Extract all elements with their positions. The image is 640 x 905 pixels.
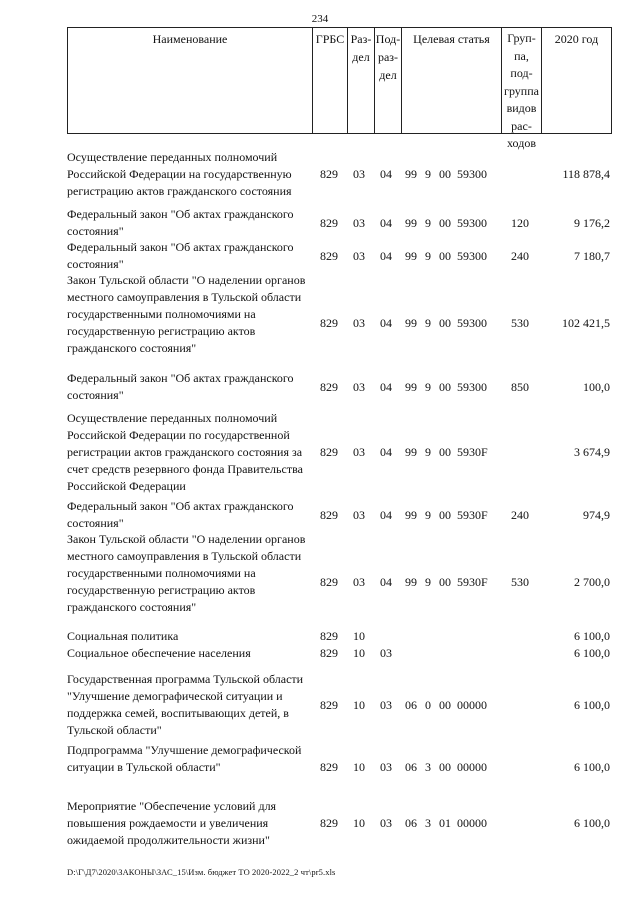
target-code-2: 3 — [425, 760, 431, 774]
row-name: Федеральный закон "Об актах гражданского состояния" — [67, 240, 294, 271]
target-code-4: 00000 — [457, 816, 487, 830]
razdel-cell: 03 — [353, 249, 365, 263]
target-code-2: 9 — [425, 167, 431, 181]
amount-cell: 6 100,0 — [574, 760, 610, 774]
page-number: 234 — [311, 13, 329, 25]
row-name: Социальная политика — [67, 629, 179, 643]
amount-cell: 7 180,7 — [574, 249, 610, 263]
expense-group-cell: 530 — [511, 316, 529, 330]
row-name: Федеральный закон "Об актах гражданского состояния" — [67, 371, 294, 402]
row-name: Осуществление переданных полномочий Российской Федерации по государственной регистрации актов гражданского состояния за счет средств резервного фонда Правительства Российской Федерации — [67, 411, 303, 493]
expense-group-cell: 530 — [511, 575, 529, 589]
grbs-cell: 829 — [320, 646, 338, 660]
target-code-3: 00 — [439, 508, 451, 522]
podrazdel-cell: 04 — [380, 316, 392, 330]
target-code-1: 99 — [405, 167, 417, 181]
razdel-cell: 03 — [353, 575, 365, 589]
target-code-4: 5930F — [457, 445, 488, 459]
amount-cell: 6 100,0 — [574, 629, 610, 643]
podrazdel-cell: 03 — [380, 698, 392, 712]
razdel-cell: 03 — [353, 167, 365, 181]
target-code-3: 00 — [439, 380, 451, 394]
podrazdel-cell: 03 — [380, 760, 392, 774]
grbs-cell: 829 — [320, 816, 338, 830]
target-code-1: 06 — [405, 760, 417, 774]
target-code-4: 00000 — [457, 760, 487, 774]
razdel-cell: 03 — [353, 508, 365, 522]
expense-group-cell: 850 — [511, 380, 529, 394]
row-name: Подпрограмма "Улучшение демографической ситуации в Тульской области" — [67, 743, 302, 774]
razdel-cell: 10 — [353, 816, 365, 830]
target-code-3: 00 — [439, 167, 451, 181]
podrazdel-cell: 04 — [380, 216, 392, 230]
amount-cell: 6 100,0 — [574, 698, 610, 712]
target-code-3: 00 — [439, 760, 451, 774]
grbs-cell: 829 — [320, 760, 338, 774]
target-code-3: 00 — [439, 316, 451, 330]
grbs-cell: 829 — [320, 316, 338, 330]
row-name: Закон Тульской области "О наделении органов местного самоуправления в Тульской области государственными полномочиями на государственную регистрацию актов гражданского состояния" — [67, 273, 306, 355]
target-code-2: 9 — [425, 508, 431, 522]
amount-cell: 2 700,0 — [574, 575, 610, 589]
target-code-3: 00 — [439, 216, 451, 230]
podrazdel-cell: 04 — [380, 167, 392, 181]
target-code-2: 9 — [425, 249, 431, 263]
expense-group-cell: 240 — [511, 249, 529, 263]
header-razdel: Раз- дел — [348, 28, 375, 133]
amount-cell: 100,0 — [583, 380, 610, 394]
razdel-cell: 10 — [353, 698, 365, 712]
podrazdel-cell: 04 — [380, 380, 392, 394]
podrazdel-cell: 04 — [380, 575, 392, 589]
razdel-cell: 10 — [353, 646, 365, 660]
amount-cell: 6 100,0 — [574, 816, 610, 830]
target-code-3: 00 — [439, 698, 451, 712]
target-code-1: 99 — [405, 508, 417, 522]
target-code-2: 9 — [425, 445, 431, 459]
target-code-3: 01 — [439, 816, 451, 830]
target-code-2: 9 — [425, 316, 431, 330]
target-code-3: 00 — [439, 249, 451, 263]
table-header — [67, 27, 612, 150]
razdel-cell: 10 — [353, 760, 365, 774]
target-code-2: 9 — [425, 380, 431, 394]
header-year: 2020 год — [554, 32, 599, 46]
target-code-2: 0 — [425, 698, 431, 712]
row-name: Осуществление переданных полномочий Российской Федерации на государственную регистрацию актов гражданского состояния — [67, 150, 292, 198]
podrazdel-cell: 03 — [380, 646, 392, 660]
amount-cell: 118 878,4 — [562, 167, 610, 181]
header-grbs: ГРБС — [313, 28, 348, 133]
header-tselevaya: Целевая статья — [402, 28, 502, 133]
target-code-4: 59300 — [457, 380, 487, 394]
target-code-4: 59300 — [457, 167, 487, 181]
podrazdel-cell: 04 — [380, 445, 392, 459]
target-code-2: 9 — [425, 216, 431, 230]
target-code-1: 06 — [405, 816, 417, 830]
razdel-cell: 03 — [353, 445, 365, 459]
grbs-cell: 829 — [320, 167, 338, 181]
expense-group-cell: 120 — [511, 216, 529, 230]
row-name: Мероприятие "Обеспечение условий для повышения рождаемости и увеличения ожидаемой продолжительности жизни" — [67, 799, 277, 847]
row-name: Социальное обеспечение населения — [67, 646, 251, 660]
row-name: Государственная программа Тульской области "Улучшение демографической ситуации и поддержка семей, воспитывающих детей, в Тульской области" — [67, 672, 304, 737]
target-code-4: 59300 — [457, 216, 487, 230]
amount-cell: 6 100,0 — [574, 646, 610, 660]
razdel-cell: 03 — [353, 216, 365, 230]
podrazdel-cell: 04 — [380, 249, 392, 263]
target-code-1: 06 — [405, 698, 417, 712]
target-code-1: 99 — [405, 445, 417, 459]
grbs-cell: 829 — [320, 380, 338, 394]
target-code-1: 99 — [405, 380, 417, 394]
target-code-4: 59300 — [457, 316, 487, 330]
file-path-footer: D:\Г\Д7\2020\ЗАКОНЫ\ЗАС_15\Изм. бюджет ТО 2020-2022_2 чт\pr5.xls — [67, 867, 336, 877]
expense-group-cell: 240 — [511, 508, 529, 522]
podrazdel-cell: 04 — [380, 508, 392, 522]
target-code-4: 5930F — [457, 508, 488, 522]
podrazdel-cell: 03 — [380, 816, 392, 830]
target-code-2: 3 — [425, 816, 431, 830]
grbs-cell: 829 — [320, 445, 338, 459]
grbs-cell: 829 — [320, 575, 338, 589]
target-code-4: 00000 — [457, 698, 487, 712]
header-gruppa: Груп- па, под- группа видов рас- ходов — [502, 28, 542, 133]
target-code-1: 99 — [405, 575, 417, 589]
row-name: Закон Тульской области "О наделении органов местного самоуправления в Тульской области государственными полномочиями на государственную регистрацию актов гражданского состояния" — [67, 532, 306, 614]
target-code-3: 00 — [439, 445, 451, 459]
grbs-cell: 829 — [320, 698, 338, 712]
header-name: Наименование — [68, 28, 313, 133]
amount-cell: 974,9 — [583, 508, 610, 522]
target-code-4: 5930F — [457, 575, 488, 589]
grbs-cell: 829 — [320, 216, 338, 230]
grbs-cell: 829 — [320, 508, 338, 522]
target-code-2: 9 — [425, 575, 431, 589]
amount-cell: 9 176,2 — [574, 216, 610, 230]
grbs-cell: 829 — [320, 249, 338, 263]
razdel-cell: 03 — [353, 316, 365, 330]
target-code-1: 99 — [405, 249, 417, 263]
target-code-1: 99 — [405, 216, 417, 230]
grbs-cell: 829 — [320, 629, 338, 643]
amount-cell: 3 674,9 — [574, 445, 610, 459]
amount-cell: 102 421,5 — [562, 316, 610, 330]
razdel-cell: 03 — [353, 380, 365, 394]
target-code-3: 00 — [439, 575, 451, 589]
target-code-4: 59300 — [457, 249, 487, 263]
razdel-cell: 10 — [353, 629, 365, 643]
row-name: Федеральный закон "Об актах гражданского состояния" — [67, 207, 294, 238]
header-podrazdel: Под- раз- дел — [375, 28, 402, 133]
target-code-1: 99 — [405, 316, 417, 330]
row-name: Федеральный закон "Об актах гражданского состояния" — [67, 499, 294, 530]
